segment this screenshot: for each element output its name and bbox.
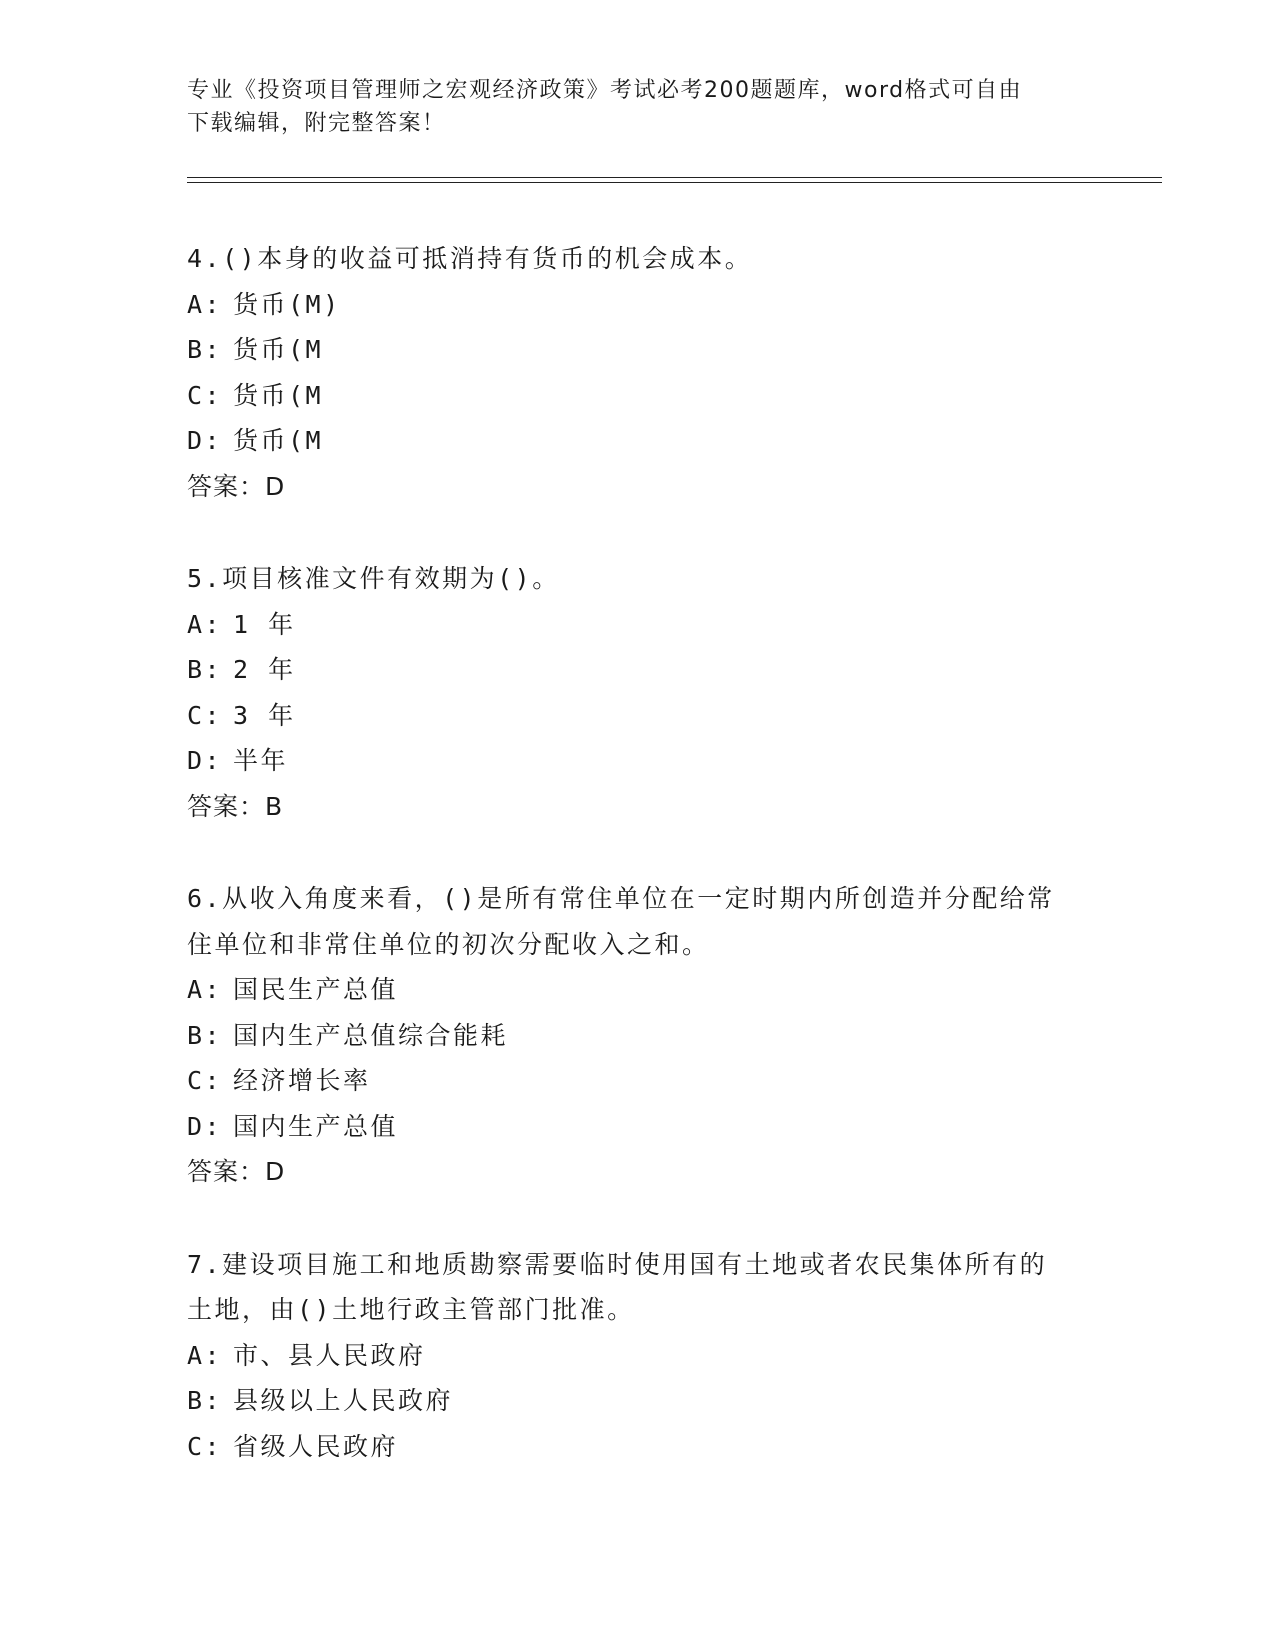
option-text: 2 年 bbox=[233, 655, 296, 684]
answer: 答案：B bbox=[187, 791, 284, 821]
option-letter: C: bbox=[187, 1066, 223, 1095]
option-text: 国民生产总值 bbox=[233, 975, 399, 1004]
option-d bbox=[187, 418, 1087, 464]
option-letter: A: bbox=[187, 289, 223, 319]
option-text: 县级以上人民政府 bbox=[233, 1386, 454, 1415]
question-5 bbox=[187, 556, 1087, 829]
option-letter: B: bbox=[187, 1020, 223, 1050]
question-text: 5.项目核准文件有效期为()。 bbox=[187, 564, 560, 593]
header-line-1: 专业《投资项目管理师之宏观经济政策》考试必考200题题库，word格式可自由 bbox=[187, 78, 1023, 103]
option-text: 半年 bbox=[233, 746, 289, 775]
option-a bbox=[187, 602, 1087, 648]
header-line-2: 下载编辑，附完整答案！ bbox=[187, 111, 446, 136]
option-b bbox=[187, 1378, 1087, 1424]
question-4 bbox=[187, 236, 1087, 509]
option-letter: A: bbox=[187, 975, 223, 1004]
option-a bbox=[187, 282, 1087, 328]
option-text: 国内生产总值 bbox=[233, 1111, 399, 1141]
option-letter: B: bbox=[187, 655, 223, 684]
option-text: 货币(M bbox=[233, 335, 324, 364]
option-letter: A: bbox=[187, 1340, 223, 1370]
document-header bbox=[187, 74, 1087, 140]
option-text: 货币(M bbox=[233, 426, 324, 455]
answer: 答案：D bbox=[187, 1157, 286, 1186]
option-letter: D: bbox=[187, 1111, 223, 1141]
option-letter: B: bbox=[187, 1386, 223, 1415]
option-text: 1 年 bbox=[233, 609, 296, 639]
question-list bbox=[187, 236, 1087, 1516]
option-d bbox=[187, 1104, 1087, 1150]
option-text: 经济增长率 bbox=[233, 1066, 371, 1095]
question-7 bbox=[187, 1242, 1087, 1470]
option-d bbox=[187, 738, 1087, 784]
option-b bbox=[187, 647, 1087, 693]
option-letter: A: bbox=[187, 609, 223, 639]
question-text: 4.()本身的收益可抵消持有货币的机会成本。 bbox=[187, 244, 753, 273]
option-letter: D: bbox=[187, 746, 223, 775]
option-a bbox=[187, 1333, 1087, 1379]
question-text: 7.建设项目施工和地质勘察需要临时使用国有土地或者农民集体所有的土地，由()土地行政主管部门批准。 bbox=[187, 1249, 1048, 1324]
option-letter: C: bbox=[187, 380, 223, 410]
question-6 bbox=[187, 876, 1087, 1195]
option-text: 省级人民政府 bbox=[233, 1431, 399, 1461]
option-b bbox=[187, 327, 1087, 373]
header-divider bbox=[187, 177, 1162, 183]
option-c bbox=[187, 373, 1087, 419]
option-a bbox=[187, 967, 1087, 1013]
option-text: 货币(M) bbox=[233, 289, 341, 319]
option-letter: C: bbox=[187, 700, 223, 730]
option-letter: B: bbox=[187, 335, 223, 364]
answer: 答案：D bbox=[187, 471, 286, 501]
option-text: 货币(M bbox=[233, 380, 324, 410]
option-c bbox=[187, 1424, 1087, 1470]
option-text: 国内生产总值综合能耗 bbox=[233, 1020, 509, 1050]
option-text: 市、县人民政府 bbox=[233, 1340, 426, 1370]
option-letter: C: bbox=[187, 1431, 223, 1461]
option-c bbox=[187, 693, 1087, 739]
option-letter: D: bbox=[187, 426, 223, 455]
option-b bbox=[187, 1013, 1087, 1059]
question-text: 6.从收入角度来看，()是所有常住单位在一定时期内所创造并分配给常住单位和非常住单位的初次分配收入之和。 bbox=[187, 884, 1055, 959]
option-c bbox=[187, 1058, 1087, 1104]
option-text: 3 年 bbox=[233, 700, 296, 730]
